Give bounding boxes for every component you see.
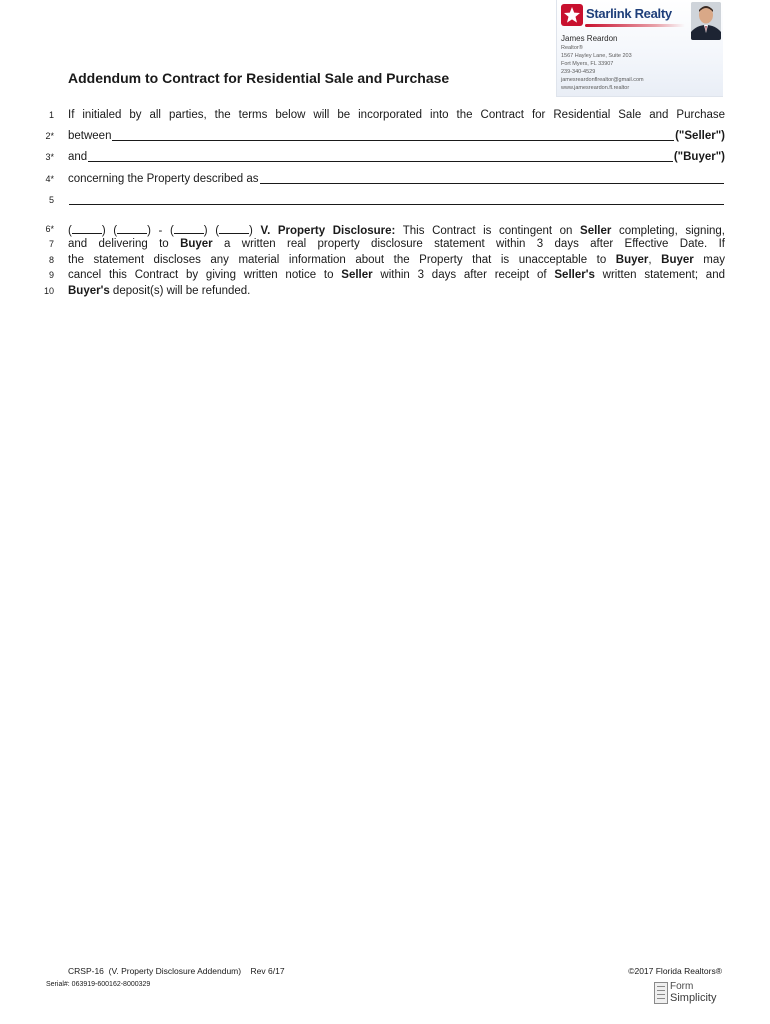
property-disclosure-paragraph: ( ) ( ) - ( ) ( ) V. Property Disclosure: This Contract is contingent on Seller completing, signing, and delivering to Buyer a written real property disclosure statement within 3 days after Effective Date. If the statement discloses any material information about the Property that is unacceptable to Buyer, Buyer may cancel this Contract by giving written notice to Seller within 3 days after receipt of Seller's written statement; and Buyer's deposit(s) will be refunded. bbox=[68, 222, 725, 299]
line-3 bbox=[0, 149, 770, 165]
serial-number: Serial#: 063919-600162-8000329 bbox=[46, 981, 151, 988]
line-number: 9 bbox=[48, 270, 54, 281]
line-number: 7 bbox=[48, 239, 54, 250]
agent-photo bbox=[691, 2, 721, 40]
para-text: within 3 days after receipt of bbox=[372, 269, 555, 282]
para-text: the statement discloses any material information about the Property that is unacceptable to bbox=[68, 253, 616, 266]
para-text: This Contract is contingent on bbox=[395, 225, 581, 237]
agent-phone: 239-340-4529 bbox=[561, 69, 596, 75]
seller-term: Seller bbox=[341, 269, 373, 282]
seller-term: Seller bbox=[580, 225, 612, 237]
logo-text-simplicity: Simplicity bbox=[670, 992, 717, 1004]
buyer-label: ("Buyer") bbox=[673, 151, 725, 163]
buyers-term: Buyer's bbox=[68, 284, 110, 297]
agent-website: www.jamesreardon.fl.realtor bbox=[561, 85, 630, 91]
para-text: cancel this Contract by giving written notice to bbox=[68, 269, 342, 282]
para-text: and delivering to bbox=[68, 238, 181, 251]
line-number: 2* bbox=[45, 131, 54, 141]
form-revision: Rev 6/17 bbox=[250, 966, 285, 976]
line-number: 10 bbox=[43, 285, 54, 296]
para-text: deposit(s) will be refunded. bbox=[109, 284, 251, 297]
intro-text: If initialed by all parties, the terms below will be incorporated into the Contract for Residential Sale and Purchase bbox=[68, 109, 725, 121]
para-text: a written real property disclosure statement within 3 days after Effective Date. If bbox=[212, 238, 725, 251]
buyer-term: Buyer bbox=[661, 253, 694, 266]
initials-field-4[interactable] bbox=[219, 222, 249, 234]
form-name: (V. Property Disclosure Addendum) bbox=[108, 966, 242, 976]
seller-name-field[interactable] bbox=[112, 128, 674, 141]
line-number: 8 bbox=[48, 254, 54, 265]
agent-address: 1567 Hayley Lane, Suite 203 bbox=[561, 53, 632, 59]
para-text: may bbox=[693, 253, 726, 266]
line-number: 5 bbox=[48, 195, 54, 205]
property-label: concerning the Property described as bbox=[68, 173, 259, 185]
line-5 bbox=[0, 192, 770, 208]
logo-text-form: Form bbox=[670, 981, 694, 992]
agent-city: Fort Myers, FL 33907 bbox=[561, 61, 614, 67]
initials-field-3[interactable] bbox=[174, 222, 204, 234]
buyer-name-field[interactable] bbox=[88, 149, 673, 162]
line-1 bbox=[0, 107, 770, 123]
agent-email: jamesreardonflrealtor@gmail.com bbox=[561, 77, 644, 83]
line-number: 1 bbox=[48, 110, 54, 120]
line-number: 6* bbox=[45, 224, 54, 234]
seller-label: ("Seller") bbox=[675, 130, 725, 142]
and-label: and bbox=[68, 151, 88, 163]
between-label: between bbox=[68, 130, 112, 142]
sellers-term: Seller's bbox=[554, 269, 595, 282]
para-text: written statement; and bbox=[594, 269, 725, 282]
buyer-term: Buyer bbox=[180, 238, 213, 251]
star-logo-icon bbox=[561, 4, 583, 26]
agent-name: James Reardon bbox=[561, 34, 618, 43]
agent-card bbox=[556, 0, 723, 97]
property-description-field-2[interactable] bbox=[69, 192, 724, 205]
brand-name: Starlink Realty bbox=[586, 6, 672, 21]
agent-title: Realtor® bbox=[561, 45, 583, 51]
form-simplicity-logo bbox=[654, 982, 734, 1008]
paragraph-line-numbers bbox=[26, 222, 54, 299]
initials-field-1[interactable] bbox=[72, 222, 102, 234]
document-icon bbox=[654, 982, 668, 1004]
property-description-field[interactable] bbox=[260, 171, 725, 184]
initials-separator: - bbox=[158, 225, 163, 237]
footer-copyright: ©2017 Florida Realtors® bbox=[628, 966, 722, 976]
form-id: CRSP-16 bbox=[68, 966, 104, 976]
brand-swoosh bbox=[585, 24, 685, 27]
line-4 bbox=[0, 171, 770, 187]
line-2 bbox=[0, 128, 770, 144]
buyer-term: Buyer bbox=[615, 253, 649, 266]
para-text: completing, signing, bbox=[611, 225, 725, 237]
line-number: 3* bbox=[45, 152, 54, 162]
initials-field-2[interactable] bbox=[117, 222, 147, 234]
para-text: , bbox=[648, 253, 662, 266]
section-heading: V. Property Disclosure: bbox=[260, 225, 396, 237]
line-number: 4* bbox=[45, 174, 54, 184]
footer-form-info bbox=[68, 966, 285, 976]
page-title: Addendum to Contract for Residential Sale and Purchase bbox=[68, 70, 450, 86]
